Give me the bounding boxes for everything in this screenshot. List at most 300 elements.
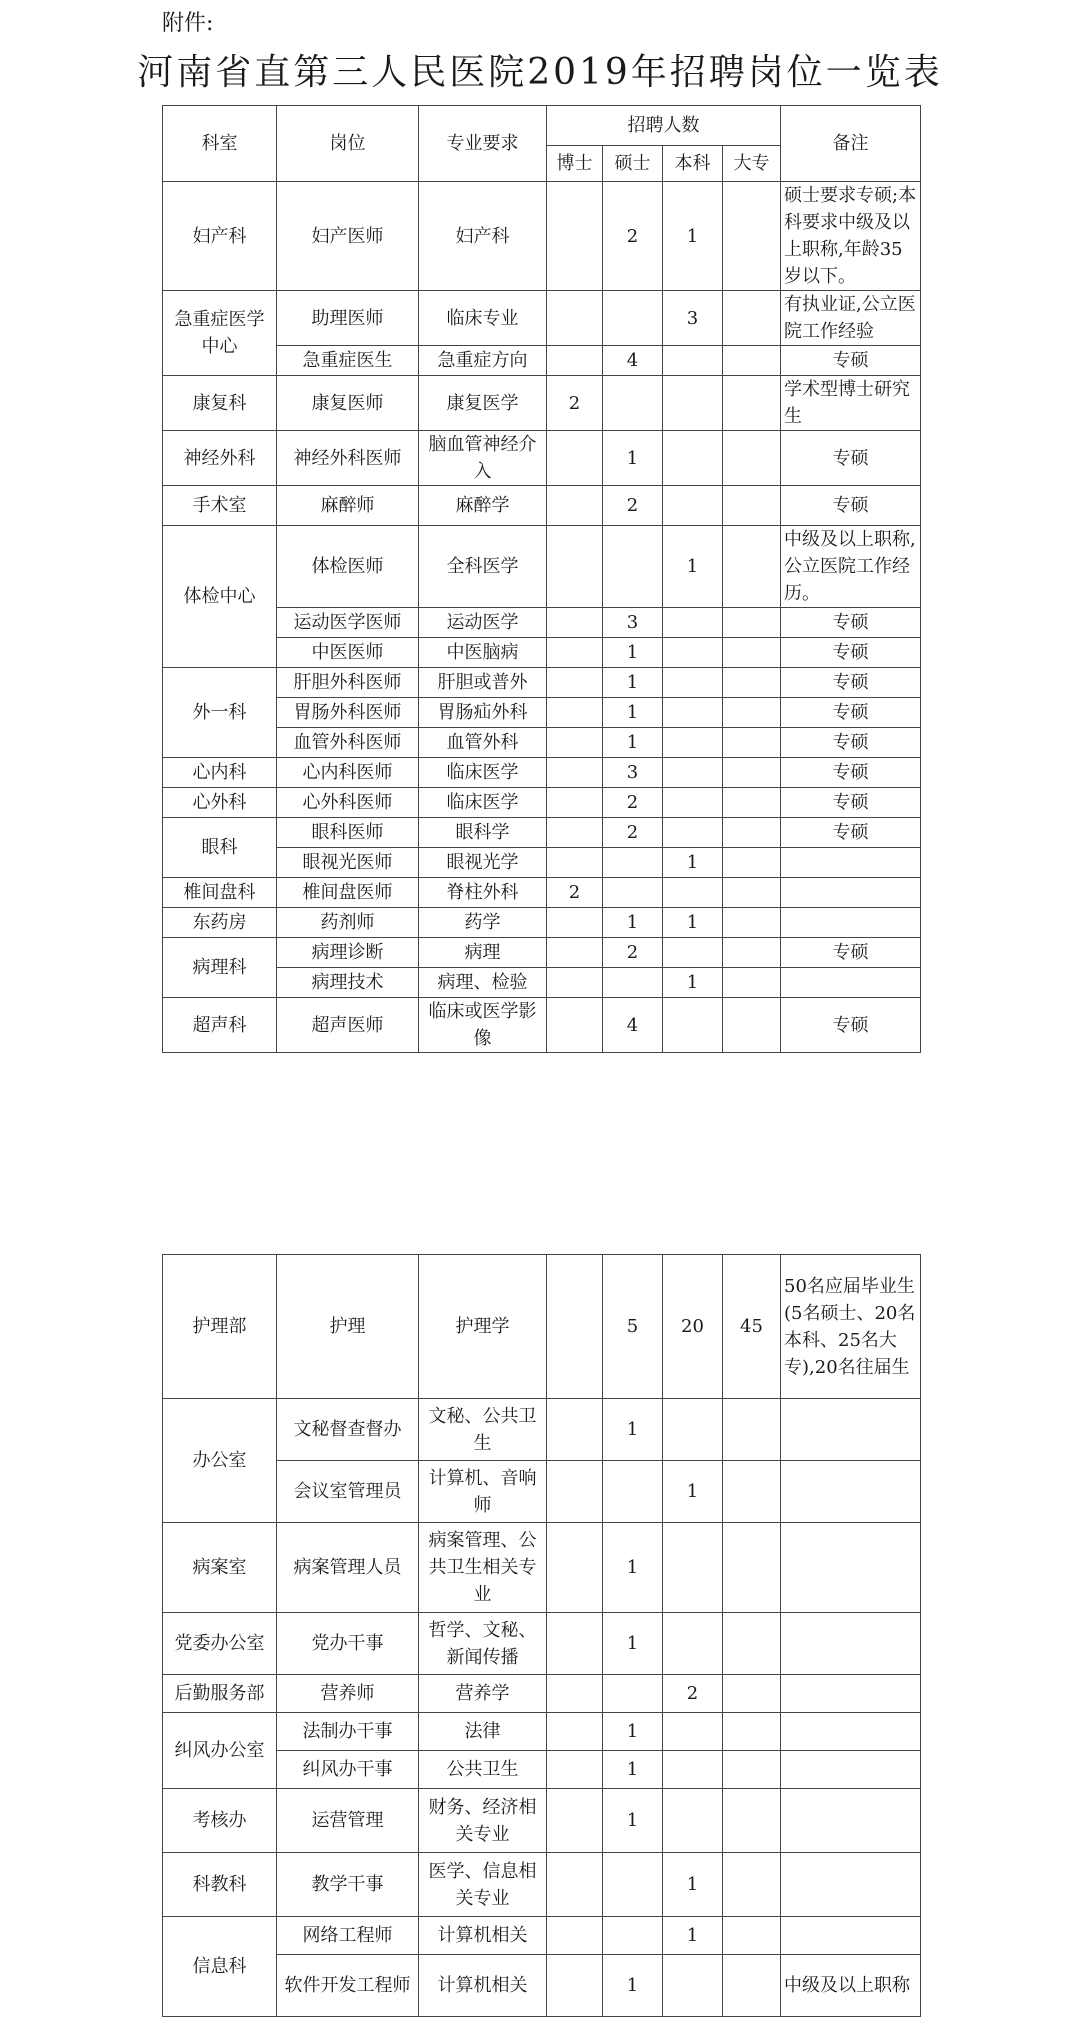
table-row <box>163 1751 921 1789</box>
cell-master: 4 <box>603 998 663 1053</box>
annex-label: 附件: <box>162 11 214 36</box>
cell-bachelor <box>663 431 723 486</box>
cell-position: 妇产医师 <box>277 182 419 291</box>
cell-college <box>723 698 781 728</box>
cell-bachelor <box>663 1955 723 2017</box>
cell-remark: 中级及以上职称 <box>781 1955 921 2017</box>
cell-position: 纠风办干事 <box>277 1751 419 1789</box>
cell-bachelor <box>663 668 723 698</box>
cell-major: 法律 <box>419 1713 547 1751</box>
cell-bachelor <box>663 1713 723 1751</box>
cell-major: 哲学、文秘、新闻传播 <box>419 1613 547 1675</box>
cell-master: 1 <box>603 1751 663 1789</box>
cell-remark: 专硕 <box>781 431 921 486</box>
header-department: 科室 <box>163 106 277 182</box>
cell-position: 网络工程师 <box>277 1917 419 1955</box>
cell-college <box>723 638 781 668</box>
cell-master <box>603 1461 663 1523</box>
cell-phd <box>547 526 603 608</box>
cell-position: 助理医师 <box>277 291 419 346</box>
cell-phd <box>547 291 603 346</box>
cell-position: 病案管理人员 <box>277 1523 419 1613</box>
cell-remark <box>781 1461 921 1523</box>
cell-college <box>723 818 781 848</box>
cell-college <box>723 1751 781 1789</box>
table-row <box>163 1675 921 1713</box>
cell-department: 科教科 <box>163 1853 277 1917</box>
cell-master <box>603 1675 663 1713</box>
cell-major: 急重症方向 <box>419 346 547 376</box>
cell-position: 麻醉师 <box>277 486 419 526</box>
cell-bachelor <box>663 1399 723 1461</box>
cell-college <box>723 1853 781 1917</box>
table-row <box>163 291 921 346</box>
cell-master <box>603 968 663 998</box>
cell-bachelor: 1 <box>663 1461 723 1523</box>
cell-position: 营养师 <box>277 1675 419 1713</box>
cell-phd <box>547 1713 603 1751</box>
cell-bachelor: 1 <box>663 526 723 608</box>
cell-master: 1 <box>603 1955 663 2017</box>
cell-position: 软件开发工程师 <box>277 1955 419 2017</box>
cell-college <box>723 376 781 431</box>
cell-master: 1 <box>603 668 663 698</box>
cell-position: 党办干事 <box>277 1613 419 1675</box>
cell-bachelor: 1 <box>663 1853 723 1917</box>
cell-remark: 专硕 <box>781 486 921 526</box>
cell-major: 医学、信息相关专业 <box>419 1853 547 1917</box>
cell-remark <box>781 968 921 998</box>
cell-major: 胃肠疝外科 <box>419 698 547 728</box>
cell-department: 心内科 <box>163 758 277 788</box>
cell-bachelor <box>663 758 723 788</box>
cell-master: 2 <box>603 938 663 968</box>
cell-remark: 硕士要求专硕;本科要求中级及以上职称,年龄35岁以下。 <box>781 182 921 291</box>
cell-bachelor: 2 <box>663 1675 723 1713</box>
cell-remark <box>781 848 921 878</box>
cell-major: 财务、经济相关专业 <box>419 1789 547 1853</box>
table-row <box>163 758 921 788</box>
cell-phd <box>547 668 603 698</box>
cell-remark: 学术型博士研究生 <box>781 376 921 431</box>
cell-bachelor: 20 <box>663 1255 723 1399</box>
cell-bachelor <box>663 346 723 376</box>
cell-major: 全科医学 <box>419 526 547 608</box>
table-row <box>163 1853 921 1917</box>
cell-bachelor <box>663 998 723 1053</box>
cell-remark <box>781 1751 921 1789</box>
header-bachelor: 本科 <box>663 146 723 182</box>
cell-position: 法制办干事 <box>277 1713 419 1751</box>
cell-remark <box>781 1853 921 1917</box>
recruitment-table-part2 <box>162 1254 921 2017</box>
cell-bachelor: 3 <box>663 291 723 346</box>
cell-bachelor <box>663 698 723 728</box>
cell-remark: 专硕 <box>781 638 921 668</box>
cell-major: 脊柱外科 <box>419 878 547 908</box>
table-row <box>163 346 921 376</box>
cell-department: 体检中心 <box>163 526 277 668</box>
cell-bachelor: 1 <box>663 848 723 878</box>
cell-college <box>723 668 781 698</box>
cell-phd <box>547 1853 603 1917</box>
cell-position: 心外科医师 <box>277 788 419 818</box>
table-row <box>163 878 921 908</box>
cell-department: 超声科 <box>163 998 277 1053</box>
cell-department: 神经外科 <box>163 431 277 486</box>
cell-position: 病理技术 <box>277 968 419 998</box>
cell-position: 眼科医师 <box>277 818 419 848</box>
cell-master: 2 <box>603 182 663 291</box>
cell-phd <box>547 758 603 788</box>
table-row <box>163 526 921 608</box>
cell-remark: 专硕 <box>781 818 921 848</box>
cell-master <box>603 848 663 878</box>
table-row <box>163 938 921 968</box>
cell-master: 5 <box>603 1255 663 1399</box>
cell-college <box>723 728 781 758</box>
cell-bachelor <box>663 1751 723 1789</box>
cell-college <box>723 998 781 1053</box>
cell-phd <box>547 1255 603 1399</box>
cell-remark <box>781 1789 921 1853</box>
cell-master: 1 <box>603 1399 663 1461</box>
cell-college <box>723 1399 781 1461</box>
cell-college <box>723 938 781 968</box>
cell-master: 3 <box>603 608 663 638</box>
cell-phd <box>547 1955 603 2017</box>
table-row <box>163 908 921 938</box>
cell-master: 1 <box>603 698 663 728</box>
cell-college <box>723 1955 781 2017</box>
cell-remark <box>781 1523 921 1613</box>
cell-master: 2 <box>603 788 663 818</box>
cell-major: 文秘、公共卫生 <box>419 1399 547 1461</box>
table-row <box>163 1613 921 1675</box>
table-row <box>163 788 921 818</box>
cell-college: 45 <box>723 1255 781 1399</box>
cell-master: 1 <box>603 908 663 938</box>
cell-bachelor <box>663 1613 723 1675</box>
cell-college <box>723 1917 781 1955</box>
cell-phd <box>547 638 603 668</box>
cell-major: 临床专业 <box>419 291 547 346</box>
cell-department: 信息科 <box>163 1917 277 2017</box>
cell-bachelor <box>663 608 723 638</box>
cell-phd <box>547 938 603 968</box>
cell-college <box>723 908 781 938</box>
cell-position: 神经外科医师 <box>277 431 419 486</box>
cell-position: 超声医师 <box>277 998 419 1053</box>
cell-department: 急重症医学中心 <box>163 291 277 376</box>
cell-college <box>723 486 781 526</box>
cell-bachelor <box>663 788 723 818</box>
cell-phd <box>547 1523 603 1613</box>
table-row <box>163 1789 921 1853</box>
cell-master: 1 <box>603 728 663 758</box>
header-count-group: 招聘人数 <box>547 106 781 146</box>
cell-remark <box>781 1675 921 1713</box>
cell-college <box>723 878 781 908</box>
cell-remark <box>781 1713 921 1751</box>
cell-major: 公共卫生 <box>419 1751 547 1789</box>
cell-master <box>603 1853 663 1917</box>
table-row <box>163 1461 921 1523</box>
cell-master <box>603 526 663 608</box>
cell-major: 护理学 <box>419 1255 547 1399</box>
cell-remark: 专硕 <box>781 698 921 728</box>
cell-master: 2 <box>603 486 663 526</box>
cell-department: 妇产科 <box>163 182 277 291</box>
cell-master: 4 <box>603 346 663 376</box>
cell-department: 外一科 <box>163 668 277 758</box>
cell-department: 办公室 <box>163 1399 277 1523</box>
table-row <box>163 182 921 291</box>
cell-college <box>723 1461 781 1523</box>
cell-remark: 专硕 <box>781 668 921 698</box>
cell-college <box>723 1523 781 1613</box>
cell-bachelor <box>663 376 723 431</box>
cell-college <box>723 291 781 346</box>
table-row <box>163 1955 921 2017</box>
cell-position: 教学干事 <box>277 1853 419 1917</box>
cell-major: 营养学 <box>419 1675 547 1713</box>
cell-position: 胃肠外科医师 <box>277 698 419 728</box>
cell-master: 1 <box>603 1713 663 1751</box>
cell-major: 计算机相关 <box>419 1955 547 2017</box>
cell-position: 心内科医师 <box>277 758 419 788</box>
cell-college <box>723 848 781 878</box>
cell-phd <box>547 1461 603 1523</box>
table-row <box>163 608 921 638</box>
table-row <box>163 1255 921 1399</box>
cell-phd: 2 <box>547 878 603 908</box>
cell-phd: 2 <box>547 376 603 431</box>
cell-college <box>723 968 781 998</box>
table-row <box>163 848 921 878</box>
cell-department: 眼科 <box>163 818 277 878</box>
cell-phd <box>547 431 603 486</box>
header-master: 硕士 <box>603 146 663 182</box>
cell-phd <box>547 788 603 818</box>
cell-major: 药学 <box>419 908 547 938</box>
cell-phd <box>547 728 603 758</box>
page-title: 河南省直第三人民医院2019年招聘岗位一览表 <box>137 52 943 93</box>
cell-master: 1 <box>603 1789 663 1853</box>
cell-college <box>723 182 781 291</box>
cell-major: 脑血管神经介入 <box>419 431 547 486</box>
table-row <box>163 998 921 1053</box>
cell-major: 肝胆或普外 <box>419 668 547 698</box>
cell-position: 中医医师 <box>277 638 419 668</box>
table-row <box>163 728 921 758</box>
cell-major: 妇产科 <box>419 182 547 291</box>
cell-position: 体检医师 <box>277 526 419 608</box>
header-phd: 博士 <box>547 146 603 182</box>
cell-college <box>723 1789 781 1853</box>
cell-major: 计算机相关 <box>419 1917 547 1955</box>
cell-master: 3 <box>603 758 663 788</box>
cell-major: 临床或医学影像 <box>419 998 547 1053</box>
cell-remark <box>781 878 921 908</box>
cell-remark <box>781 1613 921 1675</box>
cell-remark: 专硕 <box>781 758 921 788</box>
cell-bachelor <box>663 638 723 668</box>
cell-college <box>723 608 781 638</box>
cell-major: 计算机、音响师 <box>419 1461 547 1523</box>
table-row <box>163 1523 921 1613</box>
cell-phd <box>547 1751 603 1789</box>
cell-position: 血管外科医师 <box>277 728 419 758</box>
cell-department: 康复科 <box>163 376 277 431</box>
cell-remark: 专硕 <box>781 788 921 818</box>
cell-master: 1 <box>603 431 663 486</box>
cell-major: 病案管理、公共卫生相关专业 <box>419 1523 547 1613</box>
cell-master <box>603 1917 663 1955</box>
table-row <box>163 698 921 728</box>
cell-college <box>723 758 781 788</box>
cell-major: 麻醉学 <box>419 486 547 526</box>
cell-phd <box>547 182 603 291</box>
cell-college <box>723 1713 781 1751</box>
cell-department: 椎间盘科 <box>163 878 277 908</box>
cell-master <box>603 878 663 908</box>
cell-department: 护理部 <box>163 1255 277 1399</box>
cell-remark: 专硕 <box>781 346 921 376</box>
cell-major: 眼视光学 <box>419 848 547 878</box>
cell-bachelor: 1 <box>663 968 723 998</box>
cell-remark <box>781 908 921 938</box>
cell-major: 眼科学 <box>419 818 547 848</box>
cell-phd <box>547 608 603 638</box>
table-row <box>163 1399 921 1461</box>
cell-bachelor <box>663 1523 723 1613</box>
cell-department: 手术室 <box>163 486 277 526</box>
table-row <box>163 376 921 431</box>
cell-remark: 有执业证,公立医院工作经验 <box>781 291 921 346</box>
cell-phd <box>547 1399 603 1461</box>
cell-position: 眼视光医师 <box>277 848 419 878</box>
cell-phd <box>547 698 603 728</box>
cell-position: 会议室管理员 <box>277 1461 419 1523</box>
table-row <box>163 486 921 526</box>
cell-college <box>723 1675 781 1713</box>
cell-remark: 专硕 <box>781 608 921 638</box>
cell-major: 中医脑病 <box>419 638 547 668</box>
table-row <box>163 968 921 998</box>
cell-bachelor <box>663 878 723 908</box>
cell-phd <box>547 848 603 878</box>
cell-major: 血管外科 <box>419 728 547 758</box>
cell-major: 康复医学 <box>419 376 547 431</box>
cell-remark: 专硕 <box>781 938 921 968</box>
cell-bachelor <box>663 818 723 848</box>
cell-college <box>723 526 781 608</box>
cell-bachelor <box>663 1789 723 1853</box>
cell-remark: 专硕 <box>781 728 921 758</box>
cell-college <box>723 431 781 486</box>
cell-phd <box>547 1675 603 1713</box>
cell-phd <box>547 486 603 526</box>
cell-department: 党委办公室 <box>163 1613 277 1675</box>
cell-position: 急重症医生 <box>277 346 419 376</box>
table-row <box>163 1713 921 1751</box>
cell-position: 文秘督查督办 <box>277 1399 419 1461</box>
table-row <box>163 1917 921 1955</box>
cell-remark: 专硕 <box>781 998 921 1053</box>
cell-master <box>603 291 663 346</box>
cell-position: 病理诊断 <box>277 938 419 968</box>
cell-bachelor: 1 <box>663 1917 723 1955</box>
cell-phd <box>547 998 603 1053</box>
cell-bachelor: 1 <box>663 182 723 291</box>
table-row <box>163 818 921 848</box>
cell-bachelor <box>663 938 723 968</box>
cell-phd <box>547 908 603 938</box>
cell-phd <box>547 1789 603 1853</box>
cell-bachelor: 1 <box>663 908 723 938</box>
header-remark: 备注 <box>781 106 921 182</box>
cell-position: 药剂师 <box>277 908 419 938</box>
cell-phd <box>547 968 603 998</box>
cell-remark: 中级及以上职称,公立医院工作经历。 <box>781 526 921 608</box>
cell-position: 康复医师 <box>277 376 419 431</box>
table-row <box>163 638 921 668</box>
cell-department: 病理科 <box>163 938 277 998</box>
cell-master: 2 <box>603 818 663 848</box>
cell-remark <box>781 1399 921 1461</box>
cell-college <box>723 788 781 818</box>
cell-bachelor <box>663 728 723 758</box>
cell-position: 肝胆外科医师 <box>277 668 419 698</box>
cell-phd <box>547 818 603 848</box>
cell-department: 东药房 <box>163 908 277 938</box>
cell-phd <box>547 1917 603 1955</box>
cell-college <box>723 1613 781 1675</box>
cell-remark <box>781 1917 921 1955</box>
cell-position: 运营管理 <box>277 1789 419 1853</box>
header-college: 大专 <box>723 146 781 182</box>
cell-department: 考核办 <box>163 1789 277 1853</box>
cell-major: 临床医学 <box>419 788 547 818</box>
cell-department: 后勤服务部 <box>163 1675 277 1713</box>
cell-position: 运动医学医师 <box>277 608 419 638</box>
cell-remark: 50名应届毕业生(5名硕士、20名本科、25名大专),20名往届生 <box>781 1255 921 1399</box>
cell-phd <box>547 346 603 376</box>
cell-major: 病理、检验 <box>419 968 547 998</box>
table-row <box>163 431 921 486</box>
cell-phd <box>547 1613 603 1675</box>
header-major: 专业要求 <box>419 106 547 182</box>
cell-master: 1 <box>603 1523 663 1613</box>
header-position: 岗位 <box>277 106 419 182</box>
cell-department: 纠风办公室 <box>163 1713 277 1789</box>
cell-college <box>723 346 781 376</box>
cell-department: 心外科 <box>163 788 277 818</box>
cell-master: 1 <box>603 1613 663 1675</box>
cell-master: 1 <box>603 638 663 668</box>
cell-master <box>603 376 663 431</box>
cell-major: 临床医学 <box>419 758 547 788</box>
cell-major: 运动医学 <box>419 608 547 638</box>
cell-position: 椎间盘医师 <box>277 878 419 908</box>
table-row <box>163 668 921 698</box>
cell-major: 病理 <box>419 938 547 968</box>
cell-department: 病案室 <box>163 1523 277 1613</box>
recruitment-table-part1 <box>162 105 921 1053</box>
cell-bachelor <box>663 486 723 526</box>
cell-position: 护理 <box>277 1255 419 1399</box>
